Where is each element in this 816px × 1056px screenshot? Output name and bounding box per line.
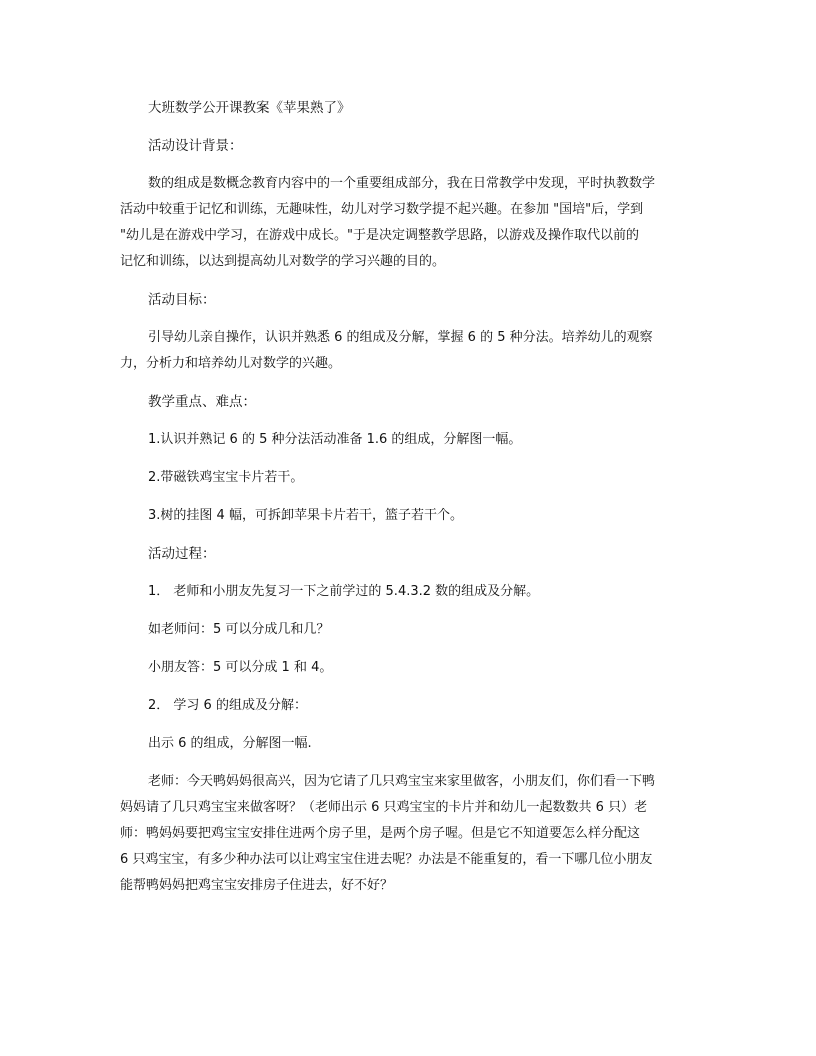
list-item: 2.带磁铁鸡宝宝卡片若干。 [148,470,304,485]
paragraph-line: 活动中较重于记忆和训练，无趣味性，幼儿对学习数学提不起兴趣。在参加 "国培"后，学到 [120,202,644,217]
section-heading-goals: 活动目标： [148,292,216,308]
paragraph-teacher-dialogue [120,769,700,899]
list-item: 1． 老师和小朋友先复习一下之前学过的 5.4.3.2 数的组成及分解。 [148,584,540,599]
list-item: 1.认识并熟记 6 的 5 种分法活动准备 1.6 的组成，分解图一幅。 [148,432,522,447]
list-item: 出示 6 的组成，分解图一幅. [148,736,312,751]
paragraph-background [120,171,700,275]
paragraph-line: 6 只鸡宝宝，有多少种办法可以让鸡宝宝住进去呢？办法是不能重复的，看一下哪几位小朋友 [120,852,653,867]
list-item: 如老师问：5 可以分成几和几？ [148,622,330,637]
paragraph-line: 数的组成是数概念教育内容中的一个重要组成部分，我在日常教学中发现，平时执教数学 [148,176,656,191]
document-title: 大班数学公开课教案《苹果熟了》 [148,100,351,116]
paragraph-line: 记忆和训练，以达到提高幼儿对数学的学习兴趣的目的。 [120,254,446,269]
paragraph-line: "幼儿是在游戏中学习，在游戏中成长。"于是决定调整教学思路，以游戏及操作取代以前的 [120,228,639,243]
paragraph-line: 能帮鸭妈妈把鸡宝宝安排房子住进去，好不好？ [120,878,394,893]
list-item: 2． 学习 6 的组成及分解： [148,698,307,713]
section-heading-process: 活动过程： [148,546,216,562]
paragraph-line: 师：鸭妈妈要把鸡宝宝安排住进两个房子里，是两个房子喔。但是它不知道要怎么样分配这 [120,826,641,841]
section-heading-background: 活动设计背景： [148,138,243,154]
paragraph-line: 力，分析力和培养幼儿对数学的兴趣。 [120,356,342,371]
paragraph-line: 老师：今天鸭妈妈很高兴，因为它请了几只鸡宝宝来家里做客，小朋友们，你们看一下鸭 [148,774,656,789]
paragraph-line: 引导幼儿亲自操作，认识并熟悉 6 的组成及分解，掌握 6 的 5 种分法。培养幼儿的观察 [148,330,653,345]
list-item: 3.树的挂图 4 幅，可拆卸苹果卡片若干，篮子若干个。 [148,508,463,523]
paragraph-goals [120,325,700,377]
section-heading-key-points: 教学重点、难点： [148,394,256,410]
list-item: 小朋友答：5 可以分成 1 和 4。 [148,660,333,675]
paragraph-line: 妈妈请了几只鸡宝宝来做客呀？（老师出示 6 只鸡宝宝的卡片并和幼儿一起数数共 6 只）老 [120,800,648,815]
document-body [120,95,700,899]
